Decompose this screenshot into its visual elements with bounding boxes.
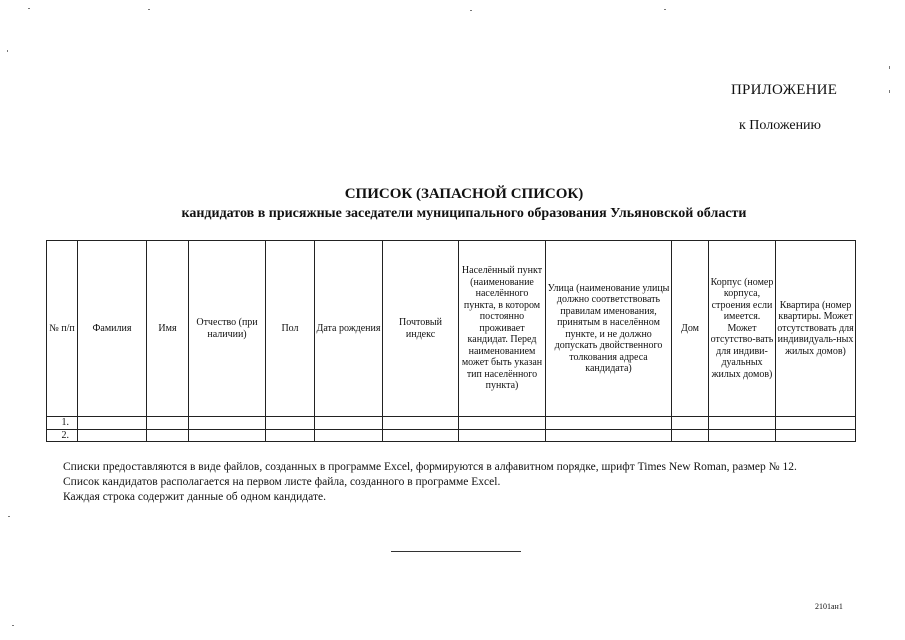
column-header-street: Улица (наименование улицы должно соответствовать правилам именования, принятым в населённом пункте, и не должно допускать двойственного толкования адреса кандидата) [546,241,672,417]
table-cell [709,417,776,430]
table-cell [189,429,266,442]
column-header-birth-date: Дата рождения [315,241,383,417]
table-cell [546,429,672,442]
table-cell [266,429,315,442]
table-header-row [47,241,856,417]
column-header-number: № п/п [47,241,78,417]
table-cell [266,417,315,430]
table-cell [709,429,776,442]
appendix-label: ПРИЛОЖЕНИЕ [731,82,838,98]
column-header-locality: Населённый пункт (наименование населённого пункта, в котором постоянно проживает кандидат. Перед наименованием может быть указан тип населённого пункта) [459,241,546,417]
row-number: 2. [47,429,78,442]
table-cell [147,429,189,442]
table-cell [78,417,147,430]
table-cell [383,429,459,442]
column-header-patronymic: Отчество (при наличии) [189,241,266,417]
notes-block [63,460,797,505]
table-cell [776,417,856,430]
table-cell [315,417,383,430]
column-header-house: Дом [672,241,709,417]
document-subtitle: кандидатов в присяжные заседатели муниципального образования Ульяновской области [181,206,747,221]
row-number: 1. [47,417,78,430]
column-header-surname: Фамилия [78,241,147,417]
table-cell [546,417,672,430]
column-header-postal-code: Почтовый индекс [383,241,459,417]
table-cell [189,417,266,430]
column-header-building: Корпус (номер корпуса, строения если имеется. Может отсутство-вать для индиви-дуальных жилых домов) [709,241,776,417]
note-line: Список кандидатов располагается на первом листе файла, созданного в программе Excel. [63,476,501,488]
table-cell [776,429,856,442]
note-line: Списки предоставляются в виде файлов, созданных в программе Excel, формируются в алфавитном порядке, шрифт Times New Roman, размер № 12. [63,461,797,473]
signature-line [391,551,521,552]
table-cell [672,417,709,430]
document-code: 2101ан1 [815,602,843,611]
table-cell [459,417,546,430]
note-line: Каждая строка содержит данные об одном кандидате. [63,491,326,503]
table-cell [672,429,709,442]
table-row [47,417,856,430]
table-cell [78,429,147,442]
appendix-subtitle: к Положению [739,118,822,133]
column-header-sex: Пол [266,241,315,417]
table-row [47,429,856,442]
column-header-name: Имя [147,241,189,417]
table-cell [315,429,383,442]
column-header-apartment: Квартира (номер квартиры. Может отсутствовать для индивидуаль-ных жилых домов) [776,241,856,417]
candidate-table [46,240,856,442]
table-cell [383,417,459,430]
table-cell [147,417,189,430]
document-title: СПИСОК (ЗАПАСНОЙ СПИСОК) [344,186,584,202]
table-cell [459,429,546,442]
